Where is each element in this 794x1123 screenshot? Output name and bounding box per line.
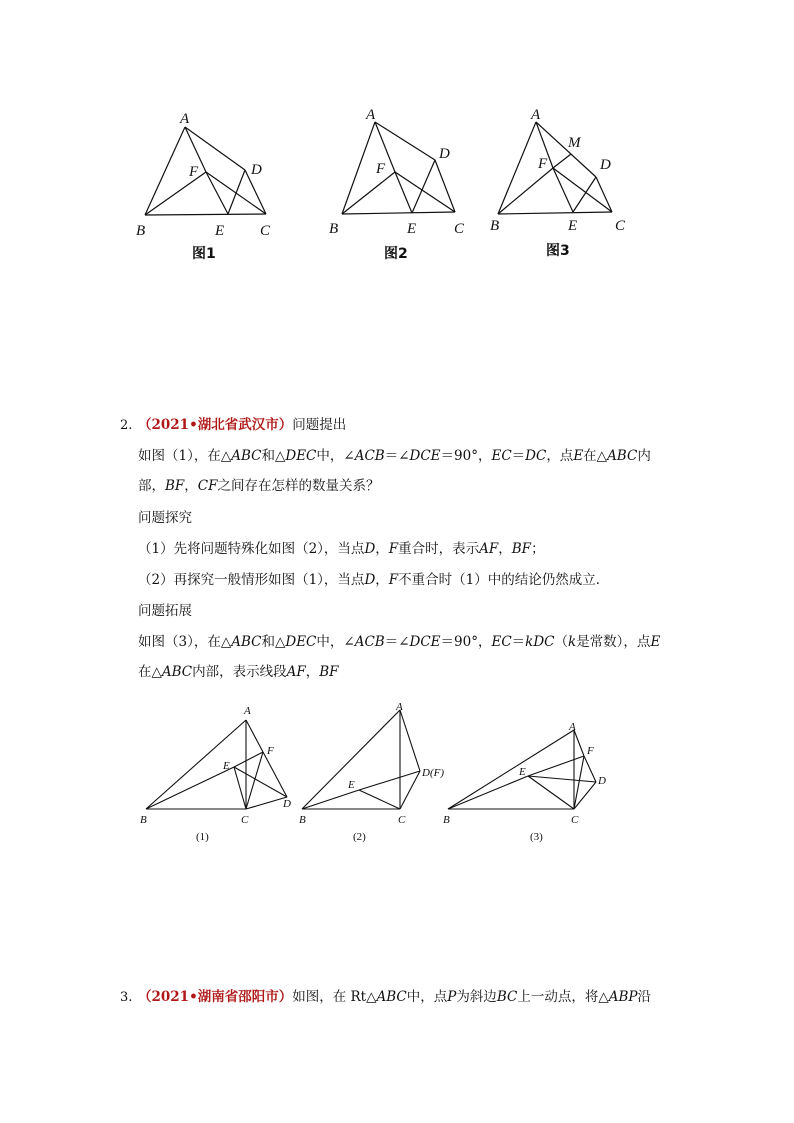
figure-1-caption: 图1	[192, 246, 216, 262]
q2-number: 2.	[120, 418, 133, 433]
fig1-label-A: A	[180, 111, 190, 127]
q2-step-1: （1）先将问题特殊化如图（2），当点D，F重合时，表示AF，BF；	[138, 541, 545, 557]
fig3-label-C: C	[615, 218, 626, 234]
top-figures	[0, 0, 794, 270]
q3-number: 3.	[120, 990, 133, 1005]
q2f1-label-B: B	[140, 814, 147, 826]
q2f3-label-A: A	[569, 721, 576, 733]
fig3-label-A: A	[531, 107, 541, 123]
q2f2-label-C: C	[398, 814, 406, 826]
fig2-label-C: C	[454, 221, 465, 237]
q2f2-label-E: E	[348, 779, 355, 791]
q2f1-label-C: C	[241, 814, 249, 826]
q2-extend-heading: 问题拓展	[138, 603, 192, 619]
q2-figures	[0, 690, 794, 860]
q3-line-1: （2021•湖南省邵阳市）如图，在 Rt△ABC中，点P为斜边BC上一动点，将△ABP沿	[138, 989, 651, 1005]
q3-source: （2021•湖南省邵阳市）	[138, 989, 293, 1005]
fig2-label-E: E	[407, 221, 417, 237]
fig2-label-D: D	[439, 146, 450, 162]
q2-heading: 问题提出	[292, 417, 347, 433]
fig3-label-B: B	[490, 218, 500, 234]
q2-extend-line-2: 在△ABC内部，表示线段AF，BF	[138, 664, 339, 680]
q2-extend-line-1: 如图（3），在△ABC和△DEC中，∠ACB＝∠DCE＝90°，EC＝kDC（k是常数），点E	[138, 634, 661, 650]
fig3-label-M: M	[568, 135, 581, 151]
figure-1-lines	[145, 127, 266, 215]
fig1-label-D: D	[251, 162, 262, 178]
fig3-label-F: F	[538, 156, 548, 172]
q2f2-label-B: B	[299, 814, 306, 826]
fig3-label-E: E	[568, 218, 578, 234]
q2-figure-1-lines	[146, 720, 287, 809]
q2-paragraph-line-1: 如图（1），在△ABC和△DEC中，∠ACB＝∠DCE＝90°，EC＝DC，点E在△ABC内	[138, 448, 651, 464]
figure-2-lines	[342, 122, 455, 214]
q2-figure-3-caption: (3)	[530, 831, 543, 843]
figure-2-caption: 图2	[384, 246, 408, 262]
q2f1-label-F: F	[267, 745, 274, 757]
q2f3-label-C: C	[571, 814, 579, 826]
figure-3-caption: 图3	[546, 243, 570, 259]
q2-paragraph-line-2: 部，BF，CF之间存在怎样的数量关系？	[138, 478, 380, 494]
fig2-label-A: A	[366, 107, 376, 123]
q2-figure-1-caption: (1)	[196, 831, 209, 843]
q2-figure-2-lines	[302, 710, 420, 809]
q2f2-label-DF: D(F)	[422, 767, 444, 779]
fig2-label-B: B	[329, 221, 339, 237]
q2f3-label-B: B	[443, 814, 450, 826]
fig1-label-E: E	[215, 223, 225, 239]
fig1-label-F: F	[189, 164, 199, 180]
q2f1-label-D: D	[283, 798, 291, 810]
fig3-label-D: D	[600, 157, 611, 173]
q2f1-label-A: A	[244, 705, 251, 717]
q2-step-2: （2）再探究一般情形如图（1），当点D，F不重合时（1）中的结论仍然成立．	[138, 572, 610, 588]
q2-figure-2-caption: (2)	[353, 831, 366, 843]
q2f3-label-F: F	[587, 745, 594, 757]
fig1-label-C: C	[260, 223, 271, 239]
q2f3-label-D: D	[598, 775, 606, 787]
fig1-label-B: B	[136, 223, 146, 239]
figure-3-lines	[498, 122, 612, 214]
q2f1-label-E: E	[223, 760, 230, 772]
fig2-label-F: F	[376, 161, 386, 177]
q2-header	[138, 415, 346, 435]
q2-source: （2021•湖北省武汉市）	[138, 417, 293, 433]
q2-explore-heading: 问题探究	[138, 510, 192, 526]
q2f3-label-E: E	[519, 766, 526, 778]
q2f2-label-A: A	[396, 701, 403, 713]
